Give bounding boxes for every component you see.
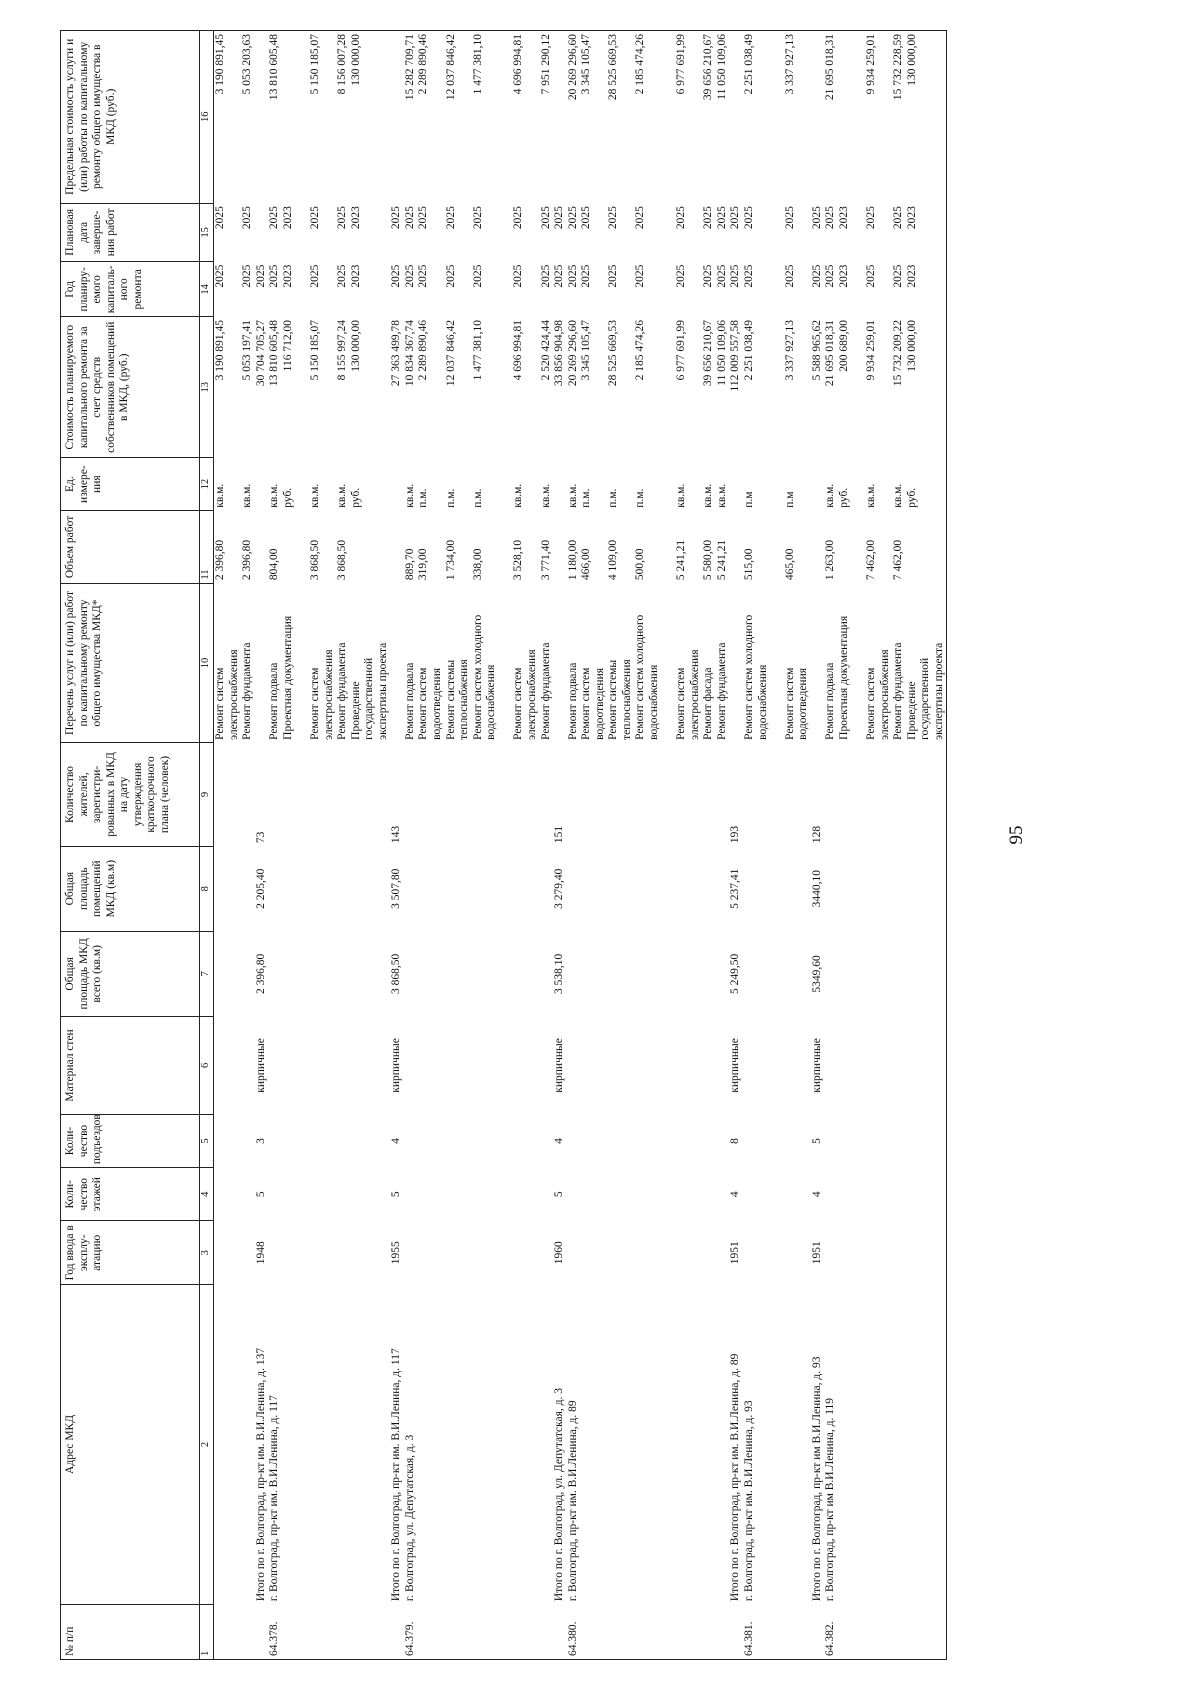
- table-cell-col-12: кв.м. п.м. п.м. п.м. кв.м. кв.м.: [403, 483, 552, 508]
- table-cell-col-9: 193: [729, 825, 742, 844]
- table-row: [268, 31, 390, 1660]
- column-number: 2: [200, 1285, 214, 1604]
- table-cell-col-15: 2025 2025 2025 2025 2025 2025 2025: [566, 206, 728, 230]
- table-cell-col-3: [824, 1221, 947, 1285]
- table-cell-col-14: 2025 2023 2025 2025 2023: [268, 264, 362, 288]
- table-cell-col-11: 515,00 465,00: [742, 548, 796, 581]
- table-row: [567, 31, 730, 1660]
- table-cell-col-1: [214, 1604, 255, 1659]
- table-cell-col-10: [390, 583, 404, 743]
- column-number: 12: [200, 458, 214, 511]
- table-cell-col-1: [553, 1604, 567, 1659]
- table-cell-col-16: [729, 31, 743, 204]
- table-cell-col-4: 4: [729, 1191, 742, 1198]
- table-cell-col-3: 1951: [729, 1241, 742, 1265]
- table-cell-col-12: п.м п.м: [742, 491, 796, 508]
- table-cell-col-11: [255, 511, 269, 583]
- table-cell-col-13: 21 695 018,31 200 689,00 9 934 259,01 15 732 209,22 130 000,00: [824, 317, 947, 458]
- column-number: 11: [200, 511, 214, 583]
- table-cell-col-11: 889,70 319,00 1 734,00 338,00 3 528,10 3 771,40: [403, 539, 552, 581]
- header-cell: Плановая дата заверше-ния работ: [61, 203, 200, 262]
- table-cell-col-3: 1951: [810, 1241, 823, 1265]
- header-cell: Материал стен: [61, 1016, 200, 1114]
- table-cell-col-6: [404, 1016, 553, 1114]
- table-cell-col-8: [743, 846, 811, 931]
- table-row: [743, 31, 811, 1660]
- table-cell-col-2: г. Волгоград, пр-кт им. В.И.Ленина, д. 89: [566, 1400, 579, 1602]
- table-cell-col-12: кв.м. п.м. п.м. п.м. кв.м. кв.м. кв.м.: [566, 483, 728, 508]
- table-cell-col-13: 30 704 705,27: [254, 319, 267, 387]
- table-cell-col-11: 804,00 3 868,50 3 868,50: [268, 539, 349, 581]
- table-cell-col-16: 21 695 018,31 9 934 259,01 15 732 228,59 130 000,00: [824, 31, 947, 204]
- table-cell-col-14: 2025 2025: [214, 264, 254, 288]
- table-cell-col-7: [268, 931, 390, 1016]
- table-row: [390, 31, 404, 1660]
- table-cell-col-12: кв.м. руб. кв.м. кв.м. руб.: [268, 483, 362, 508]
- table-cell-col-7: 5349,60: [810, 955, 823, 993]
- table-cell-col-15: 2025 2023 2025 2025 2023: [268, 206, 362, 230]
- table-cell-col-9: 151: [553, 825, 566, 844]
- table-cell-col-13: 27 363 499,78: [390, 319, 403, 387]
- table-cell-col-13: 3 190 891,45 5 053 197,41: [214, 319, 254, 381]
- table-cell-col-14: 2025 2025: [742, 264, 796, 288]
- table-cell-col-9: [743, 743, 811, 846]
- table-cell-col-16: [390, 31, 404, 204]
- table-row: [553, 31, 567, 1660]
- header-cell: Объем работ: [61, 511, 200, 583]
- table-cell-col-4: 4: [810, 1191, 823, 1198]
- table-cell-col-7: 2 396,80: [254, 953, 267, 994]
- table-cell-col-13: 10 834 367,74 2 289 890,46 12 037 846,42 1 477 381,10 4 696 994,81 2 520 424,44: [403, 319, 552, 387]
- table-cell-col-8: 5 237,41: [729, 868, 742, 909]
- column-number: 8: [200, 846, 214, 931]
- table-cell-col-4: 5: [254, 1191, 267, 1198]
- table-cell-col-2: г. Волгоград, пр-кт им. В.И.Ленина, д. 117: [268, 1395, 281, 1602]
- table-cell-col-7: [214, 931, 255, 1016]
- table-cell-col-8: [567, 846, 730, 931]
- table-cell-col-2: [214, 1285, 255, 1604]
- table-cell-col-6: кирпичные: [810, 1038, 823, 1093]
- table-cell-col-15: 2025: [810, 206, 823, 230]
- table-cell-col-6: [268, 1016, 390, 1114]
- column-number-row: [200, 31, 214, 1660]
- table-cell-col-5: 8: [729, 1138, 742, 1144]
- header-cell: Общая площадь помещений МКД (кв.м): [61, 846, 200, 931]
- column-number: 14: [200, 262, 214, 317]
- table-cell-col-13: 112 009 557,58: [729, 319, 742, 392]
- table-cell-col-10: Ремонт подвала Проектная документация Ремонт систем электроснабжения Ремонт фундамента Проведение государственной экспертизы проекта: [824, 583, 947, 743]
- table-cell-col-8: 2 205,40: [254, 868, 267, 909]
- table-cell-col-13: 20 269 296,60 3 345 105,47 28 525 669,53 2 185 474,26 6 977 691,99 39 656 210,67 11 050 109,06: [566, 319, 728, 387]
- table-cell-col-14: 2025: [553, 264, 566, 288]
- column-number: 13: [200, 317, 214, 458]
- table-cell-col-14: 2025: [390, 264, 403, 288]
- table-cell-col-16: 2 251 038,49 3 337 927,13: [743, 31, 811, 204]
- table-cell-col-10: [553, 583, 567, 743]
- table-cell-col-4: [214, 1168, 255, 1221]
- table-cell-col-3: 1955: [390, 1241, 403, 1265]
- column-number: 15: [200, 203, 214, 262]
- table-cell-col-10: [729, 583, 743, 743]
- table-cell-col-6: кирпичные: [553, 1038, 566, 1093]
- table-cell-col-9: [268, 743, 390, 846]
- table-cell-col-6: [824, 1016, 947, 1114]
- column-number: 7: [200, 931, 214, 1016]
- table-cell-col-16: 15 282 709,71 2 289 890,46 12 037 846,42 1 477 381,10 4 696 994,81 7 951 290,12: [404, 31, 553, 204]
- table-cell-col-14: 2025: [254, 264, 267, 288]
- table-row: [729, 31, 743, 1660]
- table-cell-col-6: [567, 1016, 730, 1114]
- table-cell-col-5: 5: [810, 1138, 823, 1144]
- table-cell-col-2: Итого по г. Волгоград, пр-кт им. В.И.Ленина, д. 89: [729, 1353, 742, 1602]
- header-cell: Предельная стоимость услуги и (или) работы по капитальному ремонту общего имущества в МКД (руб.): [61, 31, 200, 204]
- table-cell-col-4: [268, 1168, 390, 1221]
- header-cell: Год ввода в эксплу-атацию: [61, 1221, 200, 1285]
- table-cell-col-3: [268, 1221, 390, 1285]
- table-cell-col-5: 4: [553, 1138, 566, 1144]
- table-cell-col-4: 5: [390, 1191, 403, 1198]
- table-cell-col-9: [404, 743, 553, 846]
- table-cell-col-7: [404, 931, 553, 1016]
- table-cell-col-11: 1 263,00 7 462,00 7 462,00: [824, 511, 947, 583]
- table-cell-col-9: 143: [390, 825, 403, 844]
- table-cell-col-11: [553, 511, 567, 583]
- header-cell: Стоимость планируемого капитального ремонта за счет средств собственников помещений в МКД, (руб.): [61, 317, 200, 458]
- header-row: [61, 31, 200, 1660]
- table-cell-col-6: кирпичные: [254, 1038, 267, 1093]
- table-cell-col-10: Ремонт подвала Проектная документация Ремонт систем электроснабжения Ремонт фундамента Проведение государственной экспертизы проекта: [268, 615, 389, 740]
- table-cell-col-6: [743, 1016, 811, 1114]
- column-number: 10: [200, 583, 214, 743]
- table-cell-col-11: 1 180,00 466,00 4 109,00 500,00 5 241,21 5 580,00 5 241,21: [566, 539, 728, 581]
- table-cell-col-1: [390, 1604, 404, 1659]
- table-cell-col-5: [268, 1114, 390, 1167]
- table-cell-col-11: [811, 511, 825, 583]
- table-cell-col-14: 2025 2025 2025 2025 2025 2025 2025: [566, 264, 728, 288]
- table-cell-col-3: [567, 1221, 730, 1285]
- table-cell-col-4: 5: [553, 1191, 566, 1198]
- table-cell-col-2: Итого по г. Волгоград, пр-кт им В.И.Ленина, д. 93: [810, 1356, 823, 1602]
- header-cell: Перечень услуг и (или) работ по капитальному ремонту общего имущества МКД*: [61, 583, 200, 743]
- table-cell-col-3: [404, 1221, 553, 1285]
- table-cell-col-16: [255, 31, 269, 204]
- column-number: 16: [200, 31, 214, 204]
- table-cell-col-12: [390, 458, 404, 511]
- table-row: [824, 31, 947, 1660]
- table-cell-col-12: [255, 458, 269, 511]
- column-number: 5: [200, 1114, 214, 1167]
- table-cell-col-5: [214, 1114, 255, 1167]
- table-cell-col-15: 2025 2025 2025 2025 2025 2025: [403, 206, 552, 230]
- column-number: 3: [200, 1221, 214, 1285]
- table-cell-col-15: 2025 2025: [214, 206, 254, 230]
- table-cell-col-9: 73: [254, 831, 267, 844]
- table-cell-col-16: 3 190 891,45 5 053 203,63: [214, 31, 255, 204]
- table-cell-col-15: [255, 203, 269, 262]
- table-cell-col-7: 3 868,50: [390, 953, 403, 994]
- table-cell-col-3: 1960: [553, 1241, 566, 1265]
- column-number: 9: [200, 743, 214, 846]
- table-cell-col-8: [268, 846, 390, 931]
- table-row: [811, 31, 825, 1660]
- table-cell-col-9: [567, 743, 730, 846]
- table-cell-col-6: [214, 1016, 255, 1114]
- table-cell-col-4: [567, 1168, 730, 1221]
- table-cell-col-10: Ремонт подвала Ремонт систем водоотведения Ремонт системы теплоснабжения Ремонт систем холодного водоснабжения Ремонт систем электроснабжения Ремонт фундамента: [403, 614, 552, 740]
- header-cell: Количество жителей, зарегистри-рованных в МКД на дату утверждения краткосрочного плана (человек): [61, 743, 200, 846]
- table-cell-col-2: г. Волгоград, пр-кт им. В.И.Ленина, д. 93: [742, 1400, 755, 1602]
- table-cell-col-13: 33 856 904,98: [553, 319, 566, 387]
- table-cell-col-1: [729, 1604, 743, 1659]
- table-cell-col-7: [824, 931, 947, 1016]
- table-cell-col-1: 64.378.: [268, 1604, 390, 1659]
- table-cell-col-5: [567, 1114, 730, 1167]
- table-cell-col-3: 1948: [254, 1241, 267, 1265]
- table-cell-col-16: [811, 31, 825, 204]
- header-cell: Год планиру-емого капиталь-ного ремонта: [61, 262, 200, 317]
- table-cell-col-12: [553, 458, 567, 511]
- table-cell-col-7: 5 249,50: [729, 953, 742, 994]
- table-cell-col-2: г. Волгоград, пр-кт им В.И.Ленина, д. 119: [824, 1285, 947, 1604]
- table-cell-col-5: [824, 1114, 947, 1167]
- table-cell-col-10: [255, 583, 269, 743]
- table-cell-col-11: 2 396,80 2 396,80: [214, 539, 254, 581]
- table-cell-col-15: 2025: [553, 206, 566, 230]
- table-cell-col-13: 2 251 038,49 3 337 927,13: [742, 319, 796, 381]
- table-cell-col-13: 5 588 965,62: [810, 319, 823, 381]
- table-cell-col-16: 13 810 605,48 5 150 185,07 8 156 007,28 130 000,00: [268, 31, 390, 204]
- table-cell-col-8: 3 279,40: [553, 868, 566, 909]
- table-cell-col-15: 2025 2023 2025 2025 2023: [824, 203, 947, 262]
- table-cell-col-2: Итого по г. Волгоград, пр-кт им. В.И.Ленина, д. 137: [254, 1347, 267, 1602]
- table-cell-col-4: [404, 1168, 553, 1221]
- table-cell-col-9: 128: [810, 825, 823, 844]
- table-cell-col-10: [811, 583, 825, 743]
- table-cell-col-5: 3: [254, 1138, 267, 1144]
- column-number: 4: [200, 1168, 214, 1221]
- table-cell-col-9: [214, 743, 255, 846]
- table-cell-col-4: [824, 1168, 947, 1221]
- table-cell-col-7: [743, 931, 811, 1016]
- rotated-page: [60, 30, 1060, 1660]
- table-cell-col-16: [553, 31, 567, 204]
- header-cell: Ед. измере-ния: [61, 458, 200, 511]
- table-cell-col-1: [811, 1604, 825, 1659]
- table-cell-col-15: 2025: [390, 206, 403, 230]
- table-cell-col-2: Итого по г. Волгоград, пр-кт им. В.И.Ленина, д. 117: [390, 1348, 403, 1602]
- capital-repair-table: [60, 30, 947, 1660]
- table-cell-col-5: [743, 1114, 811, 1167]
- table-cell-col-10: Ремонт подвала Ремонт систем водоотведения Ремонт системы теплоснабжения Ремонт систем холодного водоснабжения Ремонт систем электроснабжения Ремонт фасада Ремонт фундамента: [566, 614, 728, 740]
- table-cell-col-14: 2025 2023 2025 2025 2023: [824, 262, 947, 317]
- table-row: [255, 31, 269, 1660]
- table-cell-col-12: [729, 458, 743, 511]
- header-cell: Коли-чество этажей: [61, 1168, 200, 1221]
- table-cell-col-14: 2025: [729, 264, 742, 288]
- column-number: 1: [200, 1604, 214, 1659]
- table-cell-col-12: кв.м. кв.м.: [214, 483, 254, 508]
- header-cell: № п/п: [61, 1604, 200, 1659]
- table-cell-col-14: 2025 2025 2025 2025 2025 2025: [403, 264, 552, 288]
- table-cell-col-1: 64.380.: [567, 1604, 730, 1659]
- table-cell-col-15: 2025: [729, 206, 742, 230]
- table-cell-col-3: [743, 1221, 811, 1285]
- table-cell-col-7: [567, 931, 730, 1016]
- header-cell: Общая площадь МКД всего (кв.м): [61, 931, 200, 1016]
- column-number: 6: [200, 1016, 214, 1114]
- table-cell-col-5: 4: [390, 1138, 403, 1144]
- table-cell-col-8: [824, 846, 947, 931]
- table-cell-col-10: Ремонт систем холодного водоснабжения Ремонт систем водоотведения: [742, 614, 810, 740]
- table-cell-col-8: [214, 846, 255, 931]
- table-row: [214, 31, 255, 1660]
- table-cell-col-8: 3440,10: [810, 870, 823, 908]
- page-number: 95: [1006, 825, 1027, 845]
- header-cell: Коли-чество подъездов: [61, 1114, 200, 1167]
- table-cell-col-10: Ремонт систем электроснабжения Ремонт фундамента: [214, 642, 254, 740]
- table-row: [404, 31, 553, 1660]
- table-cell-col-1: 64.382.: [824, 1604, 947, 1659]
- table-cell-col-9: [824, 743, 947, 846]
- table-cell-col-11: [729, 511, 743, 583]
- table-body: [214, 31, 947, 1660]
- table-cell-col-6: кирпичные: [729, 1038, 742, 1093]
- table-cell-col-14: 2025: [810, 264, 823, 288]
- table-cell-col-16: 20 269 296,60 3 345 105,47 28 525 669,53 2 185 474,26 6 977 691,99 39 656 210,67 11 050 109,06: [567, 31, 730, 204]
- table-cell-col-13: 13 810 605,48 116 712,00 5 150 185,07 8 155 997,24 130 000,00: [268, 319, 362, 387]
- table-cell-col-1: [255, 1604, 269, 1659]
- table-cell-col-6: кирпичные: [390, 1038, 403, 1093]
- table-cell-col-15: 2025 2025: [742, 206, 796, 230]
- table-cell-col-8: [404, 846, 553, 931]
- table-cell-col-12: кв.м. руб. кв.м. кв.м. руб.: [824, 458, 947, 511]
- table-cell-col-1: 64.381.: [743, 1604, 811, 1659]
- header-cell: Адрес МКД: [61, 1285, 200, 1604]
- table-cell-col-1: 64.379.: [404, 1604, 553, 1659]
- table-cell-col-3: [214, 1221, 255, 1285]
- table-cell-col-2: г. Волгоград, ул. Депутатская, д. 3: [403, 1434, 416, 1602]
- table-cell-col-11: [390, 511, 404, 583]
- table-cell-col-7: 3 538,10: [553, 953, 566, 994]
- table-cell-col-4: [743, 1168, 811, 1221]
- table-cell-col-5: [404, 1114, 553, 1167]
- table-cell-col-8: 3 507,80: [390, 868, 403, 909]
- table-cell-col-12: [811, 458, 825, 511]
- table-cell-col-2: Итого по г. Волгоград, ул. Депутатская, д. 3: [553, 1387, 566, 1602]
